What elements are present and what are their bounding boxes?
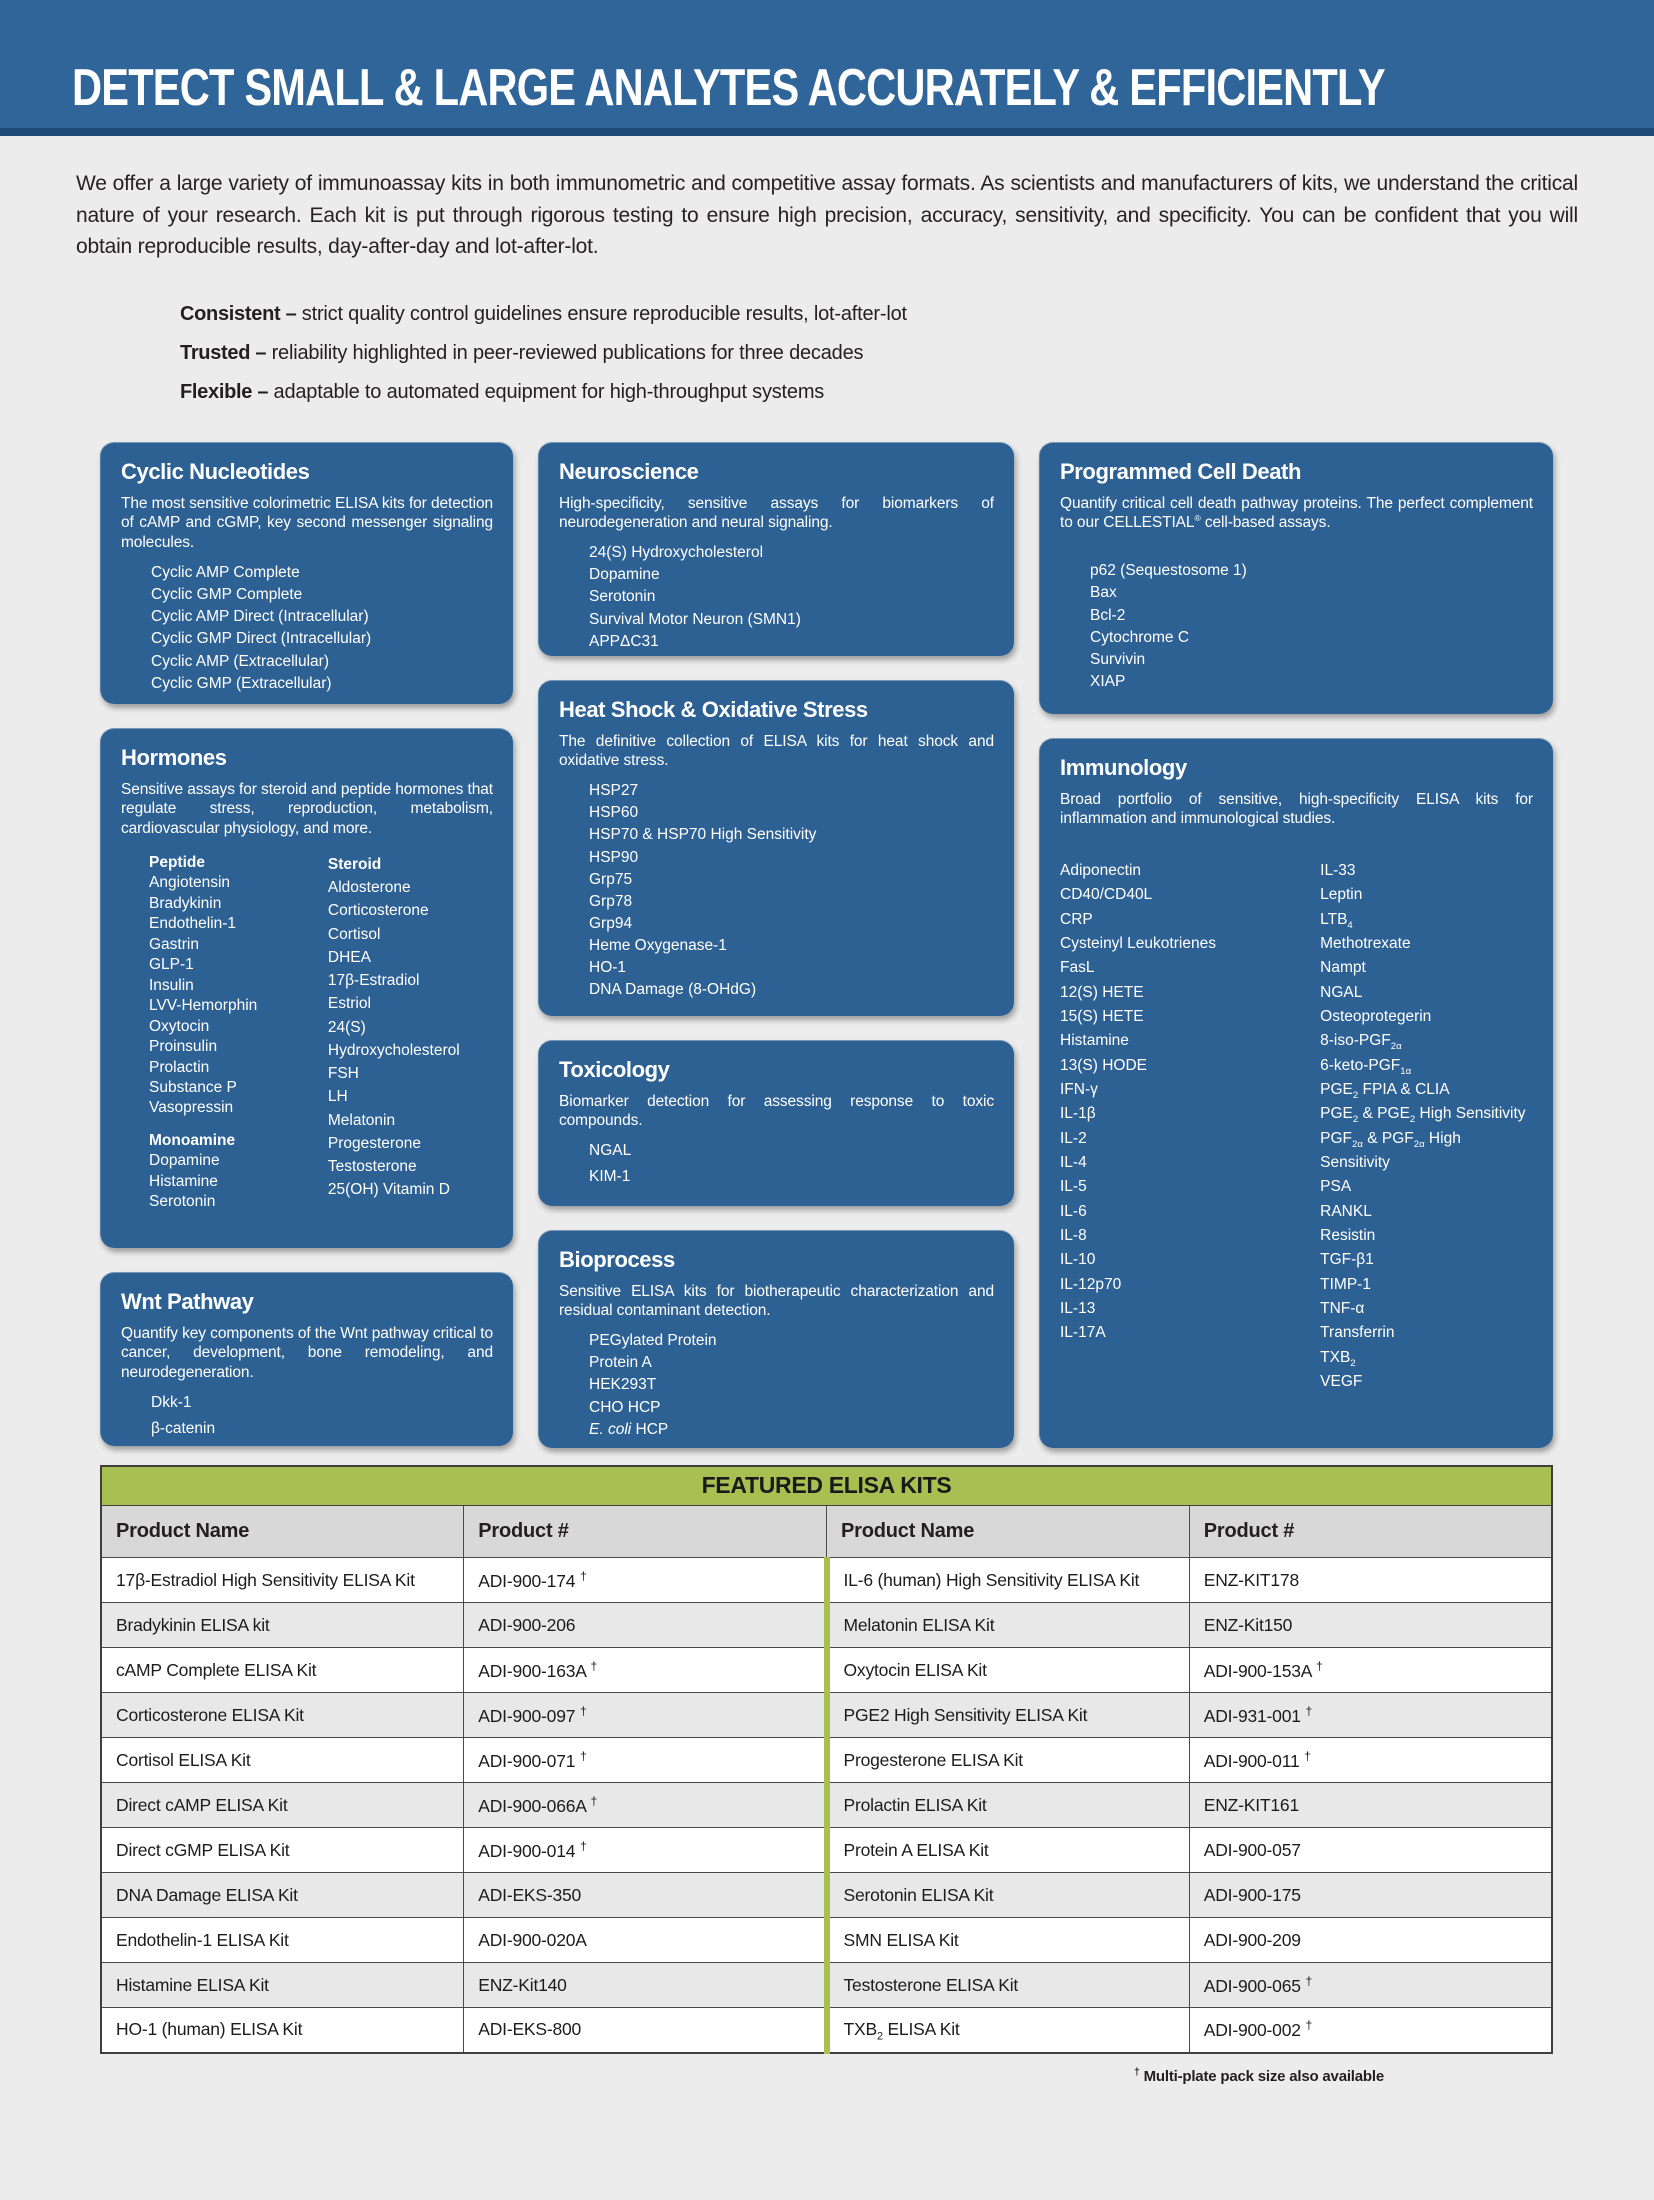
box-item-list [151,563,493,694]
list-item: IFN-γ [1060,1081,1098,1099]
list-item: 12(S) HETE [1060,983,1144,1001]
list-item: 25(OH) Vitamin D [327,1181,450,1199]
list-item: IL-1β [1060,1105,1096,1123]
list-item: Cortisol [327,925,381,943]
product-name-cell: IL-6 (human) High Sensitivity ELISA Kit [827,1558,1190,1603]
list-item: Transferrin [1320,1324,1395,1342]
table-row [101,1783,1552,1828]
list-item: APPΔC31 [589,632,659,650]
product-number-cell: ADI-900-163A † [464,1648,827,1693]
product-number-cell: ADI-900-065 † [1189,1963,1552,2008]
product-number-cell: ADI-900-097 † [464,1693,827,1738]
list-item: DNA Damage (8-OHdG) [589,981,757,999]
list-item: VEGF [1320,1373,1363,1391]
box-title: Neuroscience [559,458,699,484]
box-title: Heat Shock & Oxidative Stress [559,696,868,722]
box-title: Wnt Pathway [121,1288,254,1314]
list-item: PEGylated Protein [589,1332,717,1350]
box-title: Cyclic Nucleotides [121,458,310,484]
list-item: Gastrin [149,935,199,953]
product-name-cell: Melatonin ELISA Kit [827,1603,1190,1648]
group-header: Monoamine [149,1131,236,1149]
list-item: HO-1 [589,959,627,977]
box-description: The definitive collection of ELISA kits for heat shock and oxidative stress. [559,732,994,770]
list-item: Endothelin-1 [149,915,237,933]
product-number-cell: ADI-EKS-350 [464,1873,827,1918]
box-description: Sensitive ELISA kits for biotherapeutic characterization and residual contaminant detection. [559,1282,994,1320]
table-row [101,1693,1552,1738]
list-item: 15(S) HETE [1060,1008,1144,1026]
product-number-cell: ENZ-KIT178 [1189,1558,1552,1603]
list-item: IL-12p70 [1060,1275,1122,1293]
category-grid [100,442,1554,1448]
product-name-cell: SMN ELISA Kit [827,1918,1190,1963]
list-item: Prolactin [149,1058,210,1076]
list-item: Serotonin [589,588,656,606]
list-item: CD40/CD40L [1060,886,1153,904]
product-number-cell: ADI-900-153A † [1189,1648,1552,1693]
product-name-cell: PGE2 High Sensitivity ELISA Kit [827,1693,1190,1738]
product-number-cell: ADI-900-206 [464,1603,827,1648]
list-item: Proinsulin [149,1038,218,1056]
list-item: RANKL [1320,1202,1372,1220]
column-header-product-name-2: Product Name [827,1506,1190,1558]
box-description: Quantify key components of the Wnt pathway critical to cancer, development, bone remodeling, and neurodegeneration. [121,1324,493,1382]
box-title: Bioprocess [559,1246,675,1272]
list-item: $8-iso-PGF_{2\alpha}$ [1320,1032,1402,1053]
box-item-list [589,543,994,652]
item-group [149,1131,328,1213]
featured-kits-section [100,1465,1554,2085]
list-item: Bax [1090,584,1117,602]
product-name-cell: Prolactin ELISA Kit [827,1783,1190,1828]
list-item: Methotrexate [1320,935,1411,953]
list-item: Serotonin [149,1193,216,1211]
table-header-row [101,1506,1552,1558]
box-description: High-specificity, sensitive assays for biomarkers of neurodegeneration and neural signaling. [559,494,994,532]
table-title: FEATURED ELISA KITS [101,1466,1552,1506]
dagger-footnote: † Multi-plate pack size also available [1133,2065,1384,2085]
list-item: HSP90 [589,848,639,866]
list-item: LH [327,1088,348,1106]
table-row [101,1603,1552,1648]
list-item: Melatonin [327,1111,396,1129]
grid-column-1 [100,442,513,1446]
list-item: IL-8 [1060,1227,1087,1245]
table-row [101,1873,1552,1918]
box-description: Broad portfolio of sensitive, high-specificity ELISA kits for inflammation and immunological studies. [1060,790,1533,828]
immunology-column-2 [1320,859,1533,1394]
product-name-cell: Endothelin-1 ELISA Kit [101,1918,464,1963]
item-group [149,853,328,1119]
bullet-text: strict quality control guidelines ensure reproducible results, lot-after-lot [301,302,907,325]
list-item: IL-17A [1060,1324,1106,1342]
list-item: 13(S) HODE [1060,1056,1147,1074]
table-row [101,1738,1552,1783]
product-name-cell: Progesterone ELISA Kit [827,1738,1190,1783]
list-item: Survival Motor Neuron (SMN1) [589,610,801,628]
product-number-cell: ENZ-Kit140 [464,1963,827,2008]
box-cyclic-nucleotides [100,442,513,704]
product-name-cell: Serotonin ELISA Kit [827,1873,1190,1918]
box-heat-shock-oxidative-stress [538,680,1014,1016]
product-name-cell: Oxytocin ELISA Kit [827,1648,1190,1693]
box-description: Sensitive assays for steroid and peptide hormones that regulate stress, reproduction, metabolism, cardiovascular physiology, and more. [121,780,493,838]
list-item: Cytochrome C [1090,628,1190,646]
box-immunology [1039,738,1553,1448]
table-row [101,1963,1552,2008]
box-item-list [151,1393,493,1439]
bullet-label: Consistent – [180,302,297,325]
list-item: IL-6 [1060,1202,1087,1220]
group-header: Peptide [149,853,205,871]
product-name-cell: DNA Damage ELISA Kit [101,1873,464,1918]
product-name-cell: cAMP Complete ELISA Kit [101,1648,464,1693]
list-item: Histamine [149,1172,218,1190]
featured-kits-table [100,1465,1553,2054]
product-name-cell: Corticosterone ELISA Kit [101,1693,464,1738]
list-item: Insulin [149,976,194,994]
list-item: Protein A [589,1354,652,1372]
list-item: NGAL [589,1142,632,1160]
list-item: E. coli HCP [589,1420,669,1438]
list-item: $PGF_{2\alpha}$ & $PGF_{2\alpha}$ High Sensitivity [1320,1129,1461,1172]
column-header-product-name-1: Product Name [101,1506,464,1558]
list-item: Nampt [1320,959,1366,977]
list-item: Aldosterone [327,879,411,897]
list-item: IL-10 [1060,1251,1096,1269]
list-item: IL-2 [1060,1129,1087,1147]
product-name-cell: Direct cGMP ELISA Kit [101,1828,464,1873]
box-toxicology [538,1040,1014,1206]
grid-column-2 [538,442,1014,1448]
list-item: Progesterone [327,1134,421,1152]
list-item: Leptin [1320,886,1363,904]
list-item: LVV-Hemorphin [149,997,258,1015]
bullet-label: Flexible – [180,380,269,403]
page-title: DETECT SMALL & LARGE ANALYTES ACCURATELY & EFFICIENTLY [72,59,1385,117]
product-name-cell: Histamine ELISA Kit [101,1963,464,2008]
list-item: GLP-1 [149,956,194,974]
list-item: Survivin [1090,650,1146,668]
list-item: Grp94 [589,915,633,932]
list-item: Osteoprotegerin [1320,1008,1432,1026]
product-name-cell: 17β-Estradiol High Sensitivity ELISA Kit [101,1558,464,1603]
product-number-cell: ADI-900-011 † [1189,1738,1552,1783]
header-banner [0,0,1654,136]
list-item: Bradykinin [149,894,222,912]
box-title: Immunology [1060,754,1187,780]
box-item-list [589,781,994,1000]
list-item: IL-33 [1320,862,1356,880]
table-body [101,1558,1552,2053]
list-item: 17β-Estradiol [327,972,420,990]
list-item: HEK293T [589,1376,657,1394]
box-bioprocess [538,1230,1014,1448]
list-item: $PGE_2$ & $PGE_2$ High Sensitivity [1320,1105,1526,1126]
list-item: FasL [1060,959,1095,977]
box-item-list [1090,561,1533,692]
list-item: Corticosterone [327,902,429,920]
product-number-cell: ADI-EKS-800 [464,2008,827,2053]
box-wnt-pathway [100,1272,513,1446]
bullet-flexible [180,381,1654,404]
product-number-cell: ENZ-KIT161 [1189,1783,1552,1828]
list-item: IL-13 [1060,1300,1096,1318]
list-item: Cysteinyl Leukotrienes [1060,935,1216,953]
hormone-steroid-column [328,853,493,1213]
list-item: Cyclic AMP Direct (Intracellular) [151,608,369,626]
list-item: Substance P [149,1078,237,1096]
list-item: Cyclic GMP Complete [151,586,303,604]
list-item: Adiponectin [1060,862,1142,880]
box-title: Programmed Cell Death [1060,458,1302,484]
product-number-cell: ADI-900-057 [1189,1828,1552,1873]
list-item: $LTB_4$ [1320,910,1353,931]
list-item: HSP27 [589,782,639,800]
list-item: Oxytocin [149,1017,210,1035]
immunology-column-1 [1060,859,1320,1394]
product-number-cell: ADI-900-002 † [1189,2008,1552,2053]
list-item: HSP70 & HSP70 High Sensitivity [589,826,817,844]
list-item: Dkk-1 [151,1393,192,1411]
bullet-label: Trusted – [180,341,267,364]
group-header: Steroid [327,855,382,873]
product-name-cell: Protein A ELISA Kit [827,1828,1190,1873]
box-programmed-cell-death [1039,442,1553,714]
box-item-list [589,1331,994,1440]
box-description: The most sensitive colorimetric ELISA kits for detection of cAMP and cGMP, key second messenger signaling molecules. [121,494,493,552]
list-item: Resistin [1320,1227,1376,1245]
intro-paragraph: We offer a large variety of immunoassay kits in both immunometric and competitive assay formats. As scientists and manufacturers of kits, we understand the critical nature of your research. Each kit is put through rigorous testing to ensure high precision, accuracy, sensitivity, and specificity. You can be confident that you will obtain reproducible results, day-after-day and lot-after-lot. [76,172,1578,258]
list-item: CRP [1060,910,1093,928]
list-item: 24(S) Hydroxycholesterol [327,1018,460,1059]
table-row [101,1918,1552,1963]
table-row [101,1558,1552,1603]
column-header-product-number-2: Product # [1189,1506,1552,1558]
product-name-cell: Testosterone ELISA Kit [827,1963,1190,2008]
list-item: FSH [327,1065,359,1083]
bullet-trusted [180,342,1654,365]
item-group [328,853,493,1202]
list-item: $6-keto-PGF_{1\alpha}$ [1320,1056,1412,1077]
benefit-bullets [180,303,1654,404]
list-item: KIM-1 [589,1168,631,1186]
list-item: $PGE_2$ FPIA & CLIA [1320,1081,1450,1102]
product-name-cell: HO-1 (human) ELISA Kit [101,2008,464,2053]
product-number-cell: ADI-900-209 [1189,1918,1552,1963]
list-item: 24(S) Hydroxycholesterol [589,544,764,562]
box-description: Biomarker detection for assessing response to toxic compounds. [559,1092,994,1130]
product-name-cell: $TXB_2$ ELISA Kit [827,2008,1190,2053]
list-item: TGF-β1 [1320,1251,1374,1269]
list-item: Cyclic GMP (Extracellular) [151,674,332,692]
list-item: Dopamine [149,1152,220,1170]
product-number-cell: ADI-900-175 [1189,1873,1552,1918]
list-item: TNF-α [1320,1300,1365,1318]
product-number-cell: ADI-900-071 † [464,1738,827,1783]
list-item: NGAL [1320,983,1363,1001]
list-item: Dopamine [589,566,660,584]
list-item: β-catenin [151,1420,216,1438]
list-item: Cyclic AMP (Extracellular) [151,652,330,670]
immunology-columns [1060,859,1533,1394]
list-item: Vasopressin [149,1099,234,1117]
list-item: PSA [1320,1178,1352,1196]
list-item: IL-4 [1060,1154,1087,1172]
grid-column-3 [1039,442,1553,1448]
product-name-cell: Direct cAMP ELISA Kit [101,1783,464,1828]
product-name-cell: Bradykinin ELISA kit [101,1603,464,1648]
list-item: XIAP [1090,673,1126,691]
list-item: TIMP-1 [1320,1275,1371,1293]
product-number-cell: ADI-900-066A † [464,1783,827,1828]
product-number-cell: ADI-931-001 † [1189,1693,1552,1738]
list-item: HSP60 [589,804,639,822]
list-item: Cyclic AMP Complete [151,563,300,581]
table-row [101,1828,1552,1873]
box-hormones [100,728,513,1248]
list-item: $TXB_2$ [1320,1348,1356,1369]
list-item: Estriol [327,995,371,1013]
column-header-product-number-1: Product # [464,1506,827,1558]
bullet-text: adaptable to automated equipment for high-throughput systems [273,380,825,403]
product-name-cell: Cortisol ELISA Kit [101,1738,464,1783]
box-neuroscience [538,442,1014,656]
product-number-cell: ENZ-Kit150 [1189,1603,1552,1648]
list-item: p62 (Sequestosome 1) [1090,562,1247,580]
list-item: Histamine [1060,1032,1129,1050]
list-item: DHEA [327,948,371,966]
table-title-row [101,1466,1552,1506]
list-item: IL-5 [1060,1178,1087,1196]
bullet-consistent [180,303,1654,326]
list-item: Bcl-2 [1090,606,1126,624]
box-description: Quantify critical cell death pathway proteins. The perfect complement to our CELLESTIAL® cell-based assays. [1060,494,1533,532]
list-item: Grp78 [589,892,633,910]
box-item-list [589,1141,994,1187]
bullet-text: reliability highlighted in peer-reviewed publications for three decades [271,341,864,364]
list-item: Heme Oxygenase-1 [589,937,727,955]
list-item: Angiotensin [149,874,231,892]
product-number-cell: ADI-900-014 † [464,1828,827,1873]
list-item: CHO HCP [589,1398,661,1416]
list-item: Grp75 [589,870,633,888]
product-number-cell: ADI-900-020A [464,1918,827,1963]
hormone-columns [149,853,493,1213]
list-item: Testosterone [327,1158,417,1176]
product-number-cell: ADI-900-174 † [464,1558,827,1603]
hormone-peptide-column [149,853,328,1213]
list-item: Cyclic GMP Direct (Intracellular) [151,630,372,648]
table-row [101,2008,1552,2053]
table-row [101,1648,1552,1693]
box-title: Toxicology [559,1056,670,1082]
box-title: Hormones [121,744,227,770]
